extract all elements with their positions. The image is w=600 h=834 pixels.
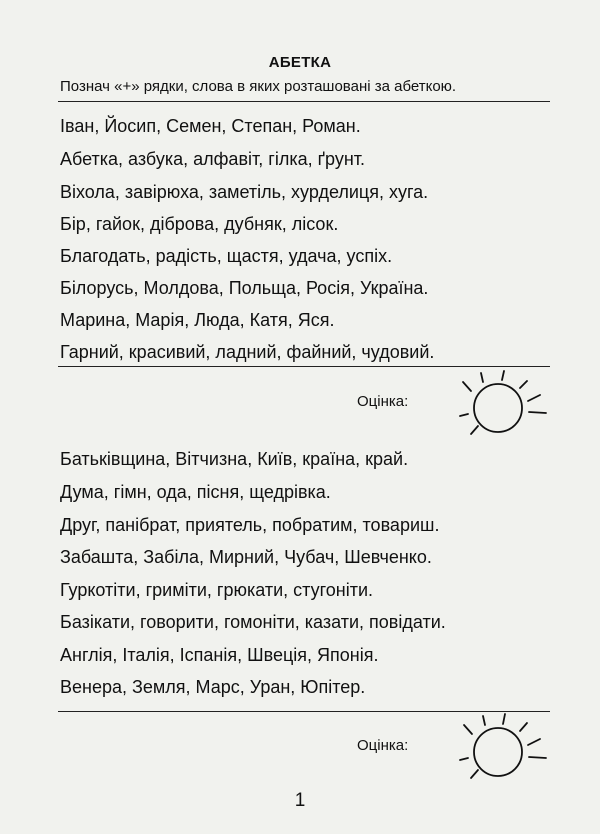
word-row[interactable]: Благодать, радість, щастя, удача, успіх. <box>60 246 393 266</box>
word-row[interactable]: Батьківщина, Вітчизна, Київ, країна, край. <box>60 449 409 469</box>
word-row[interactable]: Англія, Італія, Іспанія, Швеція, Японія. <box>60 645 379 665</box>
grade-label: Оцінка: <box>357 393 409 410</box>
word-row[interactable]: Друг, панібрат, приятель, побратим, товариш. <box>60 515 440 535</box>
word-row[interactable]: Забашта, Забіла, Мирний, Чубач, Шевченко. <box>60 547 432 567</box>
word-row[interactable]: Віхола, завірюха, заметіль, хурделиця, хуга. <box>60 182 429 202</box>
word-row[interactable]: Іван, Йосип, Семен, Степан, Роман. <box>60 116 361 136</box>
word-row[interactable]: Марина, Марія, Люда, Катя, Яся. <box>60 310 335 330</box>
grade-label: Оцінка: <box>357 737 409 754</box>
word-row[interactable]: Гарний, красивий, ладний, файний, чудовий. <box>60 342 435 362</box>
page-title: АБЕТКА <box>268 54 332 71</box>
word-row[interactable]: Білорусь, Молдова, Польща, Росія, Україна. <box>60 278 429 298</box>
word-row[interactable]: Гуркотіти, гриміти, грюкати, стугоніти. <box>60 580 374 600</box>
sun-icon[interactable] <box>458 370 550 440</box>
instruction-text: Познач «+» рядки, слова в яких розташовані за абеткою. <box>60 78 457 95</box>
word-row[interactable]: Венера, Земля, Марс, Уран, Юпітер. <box>60 677 366 697</box>
word-row[interactable]: Базікати, говорити, гомоніти, казати, повідати. <box>60 612 446 632</box>
sun-icon[interactable] <box>458 712 550 784</box>
header-divider <box>58 101 550 102</box>
section1-divider <box>58 366 550 367</box>
page-number: 1 <box>294 790 306 811</box>
word-row[interactable]: Бір, гайок, діброва, дубняк, лісок. <box>60 214 339 234</box>
word-row[interactable]: Дума, гімн, ода, пісня, щедрівка. <box>60 482 331 502</box>
word-row[interactable]: Абетка, азбука, алфавіт, гілка, ґрунт. <box>60 149 366 169</box>
